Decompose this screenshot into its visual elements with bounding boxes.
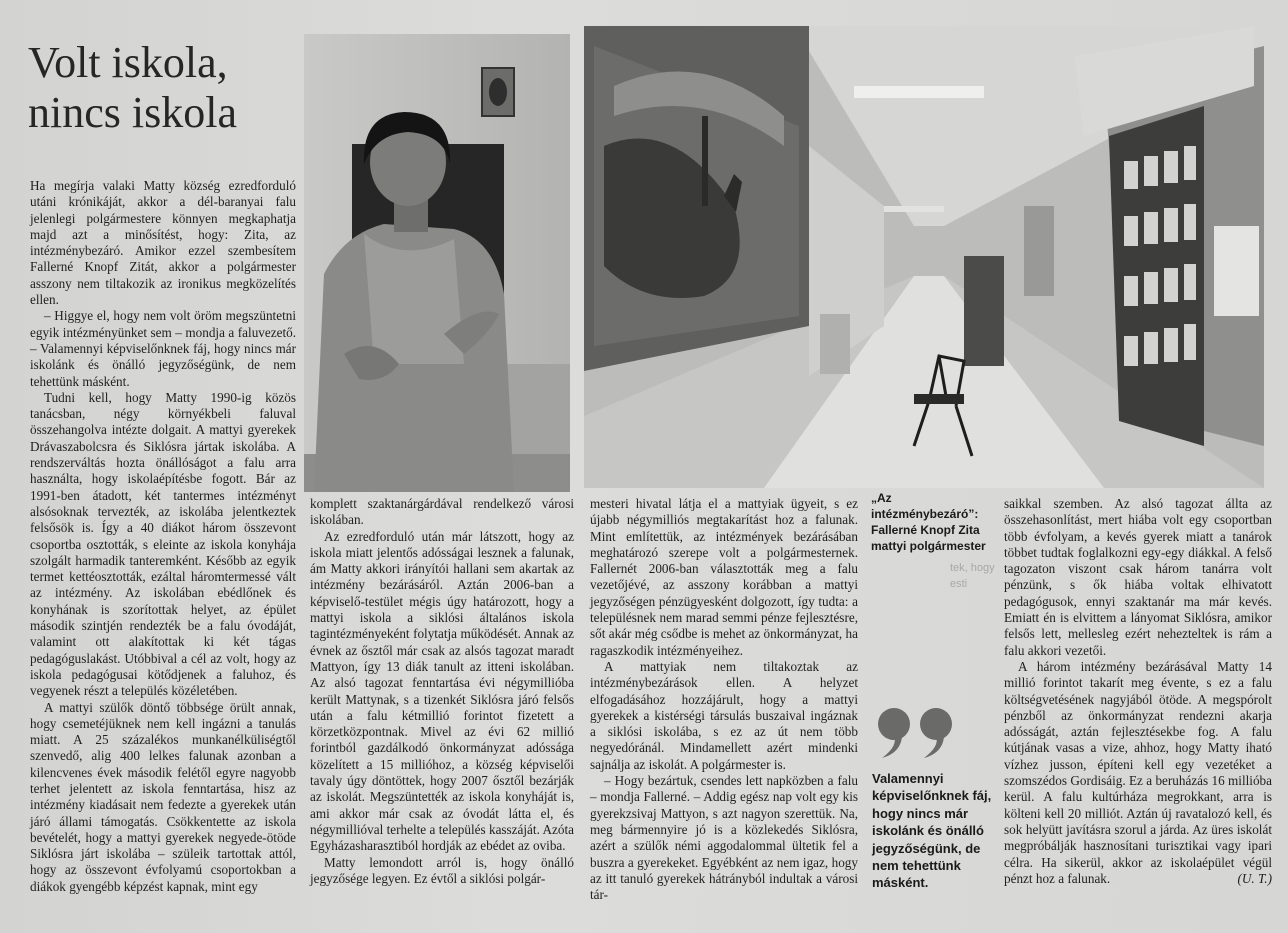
quote-mark-icon: [872, 700, 962, 760]
column-1: [30, 178, 296, 895]
column-2: [310, 496, 574, 887]
portrait-photo: [304, 34, 570, 492]
headline-line-1: Volt iskola,: [28, 38, 228, 87]
headline-line-2: nincs iskola: [28, 88, 237, 137]
author-signature: (U. T.): [1237, 870, 1272, 886]
column-3: [590, 496, 858, 903]
headline: [28, 38, 298, 138]
corridor-photo: [584, 26, 1264, 488]
column-4: [1004, 496, 1272, 887]
pull-quote: Valamennyi képviselőnknek fáj, hogy nincs már iskolánk és önálló jegyzőségünk, de nem tehettünk másként.: [872, 771, 992, 891]
photo-caption: „Az intézménybezáró”: Fallerné Knopf Zita mattyi polgármester: [871, 491, 986, 553]
paragraph: Tudni kell, hogy Matty 1990-ig közös tanácsban, négy környékbeli faluval összehangolva intézte dolgait. A mattyi gyerekek Drávaszabolcsra és Siklósra jártak iskolába. A rendszerváltás hozta önállóságot a falu arra használta, hogy iskolaépítésbe fogott. Bár az 1991-ben átadott, két tantermes intézményt alsósoknak tervezték, az iskolába jelentkeztek felsősök is. Így a 40 diákot három összevont csoportba osztották, s eleinte az iskola konyhája szolgált harmadik tanteremként. Később az egyik termet kettéosztották, ezáltal háromtermessé vált az intézmény. Az iskolában ebédlőnek és konyhának is szorítottak helyet, az épület második szintjén rendezték be a falu óvodáját, valamint ott alakítottak ki két tágas pedagóguslakást. Utóbbival a cél az volt, hogy az iskola pedagógusai kötődjenek a faluhoz, és vegyenek részt a település közéletében.: [30, 389, 296, 699]
paragraph: A mattyiak nem tiltakoztak az intézménybezárások ellen. A helyzet elfogadásához hozzájárult, hogy a mattyi gyerekek a kistérségi társulás buszaival ingáznak a siklósi iskolába, s ez az út nem több negyedóránál. Mindamellett azért mindenki sajnálja az iskolát. A polgármester is.: [590, 658, 858, 772]
paragraph-text: A három intézmény bezárásával Matty 14 millió forintot takarít meg évente, s ez a falu költségvetésének nagyjából ötöde. A megspórolt pénzből az önkormányzat rendezni akarja adósságát, aztán fejlesztésekbe fog. A falu kútjának vasas a vize, ahhoz, hogy Matty iható vízhez jusson, építeni kell egy vezetéket a szomszédos Gordisáig. Ez a beruházás 16 millióba kerül. A falu kultúrháza megrokkant, arra is költeni kell 20 milliót. Aztán új ravatalozó kell, és sok helyütt javításra szorul a járda. Az üres iskolát megpróbálják hasznosítani turisztikai vagy ipari célra. Ha sikerül, akkor az iskolaépület végül pénzt hoz a falunak.: [1004, 658, 1272, 886]
paragraph: saikkal szemben. Az alsó tagozat állta az összehasonlítást, mert hiába volt egy csoportban több évfolyam, a kevés gyerek miatt a tanárok többet tudtak foglalkozni egy-egy diákkal. A felső tagozaton viszont csak három tanárra volt pénzünk, s ők hiába voltak elhivatott pedagógusok, ennyi szaktanár ma már kevés. Emiatt én is elvittem a lányomat Siklósra, amikor felsős lett, mellesleg ezért nehezteltek is rám a falu akkori vezetői.: [1004, 496, 1272, 658]
paragraph: [1004, 659, 1272, 887]
paragraph: Matty lemondott arról is, hogy önálló jegyzősége legyen. Ez évtől a siklósi polgár-: [310, 854, 574, 886]
paragraph: Ha megírja valaki Matty község ezredforduló utáni krónikáját, akkor a dél-baranyai falu jelenlegi polgármestere könnyen megkaphatja majd azt a minősítést, hogy: Zita, az intézménybezáró. Amikor ezzel szembesítem Fallerné Knopf Zitát, akkor a polgármester asszony nem tiltakozik az ironikus megközelítés ellen.: [30, 178, 296, 308]
paragraph: – Higgye el, hogy nem volt öröm megszüntetni egyik intézményünket sem – mondja a faluvezető. – Valamennyi képviselőnknek fáj, hogy nincs már iskolánk és önálló jegyzőségünk, de nem tehettünk másként.: [30, 308, 296, 389]
bleed-through-text: tek, hogy esti: [950, 562, 995, 590]
paragraph: – Hogy bezártuk, csendes lett napközben a falu – mondja Fallerné. – Addig egész nap volt egy kis gyerekzsivaj Mattyon, s azt nagyon szerettük. Na, meg bármennyire jó is a közlekedés Siklósra, azért a szülők némi aggodalommal ültetik fel a buszra a gyerekeket. Egyébként az nem igaz, hogy az itt tanuló gyerekek hátrányból indultak a városi tár-: [590, 773, 858, 903]
paragraph: Az ezredforduló után már látszott, hogy az iskola miatt jelentős adósságai lesznek a falunak, ám Matty akkori irányítói hallani sem akartak az intézmény bezárásáról. Aztán 2006-ban a képviselő-testület mégis úgy határozott, hogy a mattyi iskola a siklósi általános iskola tagintézményeként folytatja működését. Annak az évnek az ősztől már csak az alsós tagozat maradt Mattyon, így 13 diák tanult az itteni iskolában. Az alsó tagozat fenntartása évi négymillióba került Mattynak, s a tizenkét Siklósra járó felsős után a falu kétmillió forintot fizetett a körzetközpontnak. Mivel az évi 62 millió forintból gazdálkodó önkormányzat adóssága közelített a 15 millióhoz, a község képviselői tavaly úgy döntöttek, hogy 2007 ősztől bezárják az iskolát. Megszüntették az iskola konyháját is, ami akkor már csak az óvodát látta el, és négymillióval terhelte a település kasszáját. Azóta Egyházasharasztiból hordják az ebédet az oviba.: [310, 528, 574, 854]
paragraph: mesteri hivatal látja el a mattyiak ügyeit, s ez újabb négymilliós megtakarítást hoz a falunak. Mint említettük, az intézmények bezárásában meghatározó szerepe volt a polgármesternek. Fallernét 2006-ban választották meg a falu vezetőjévé, az asszony korábban a mattyi jegyzőségen pénzügyesként dolgozott, így tudta: a településnek nem marad semmi pénze fejlesztésre, sőt akár még csődbe is mehet az önkormányzat, ha ragaszkodik intézményeihez.: [590, 496, 858, 658]
paragraph: komplett szaktanárgárdával rendelkező városi iskolában.: [310, 496, 574, 528]
paragraph: A mattyi szülők döntő többsége örült annak, hogy csemetéjüknek nem kell ingázni a tanulás miatt. A 25 százalékos munkanélküliségtől szenvedő, alig 400 lelkes falunak azonban a kilencvenes évek második felétől egyre nagyobb terhet jelentett az iskola fenntartása, hisz az intézmény kiadásait nem fedezte a gyerekek után járó állami támogatás. Csökkentette az iskola bevételét, hogy a mattyi gyerekek negyede-ötöde Siklósra járt iskolába – szüleik tartottak attól, hogy az összevont évfolyamú csoportokban a diákok gyengébb képzést kapnak, mint egy: [30, 699, 296, 894]
